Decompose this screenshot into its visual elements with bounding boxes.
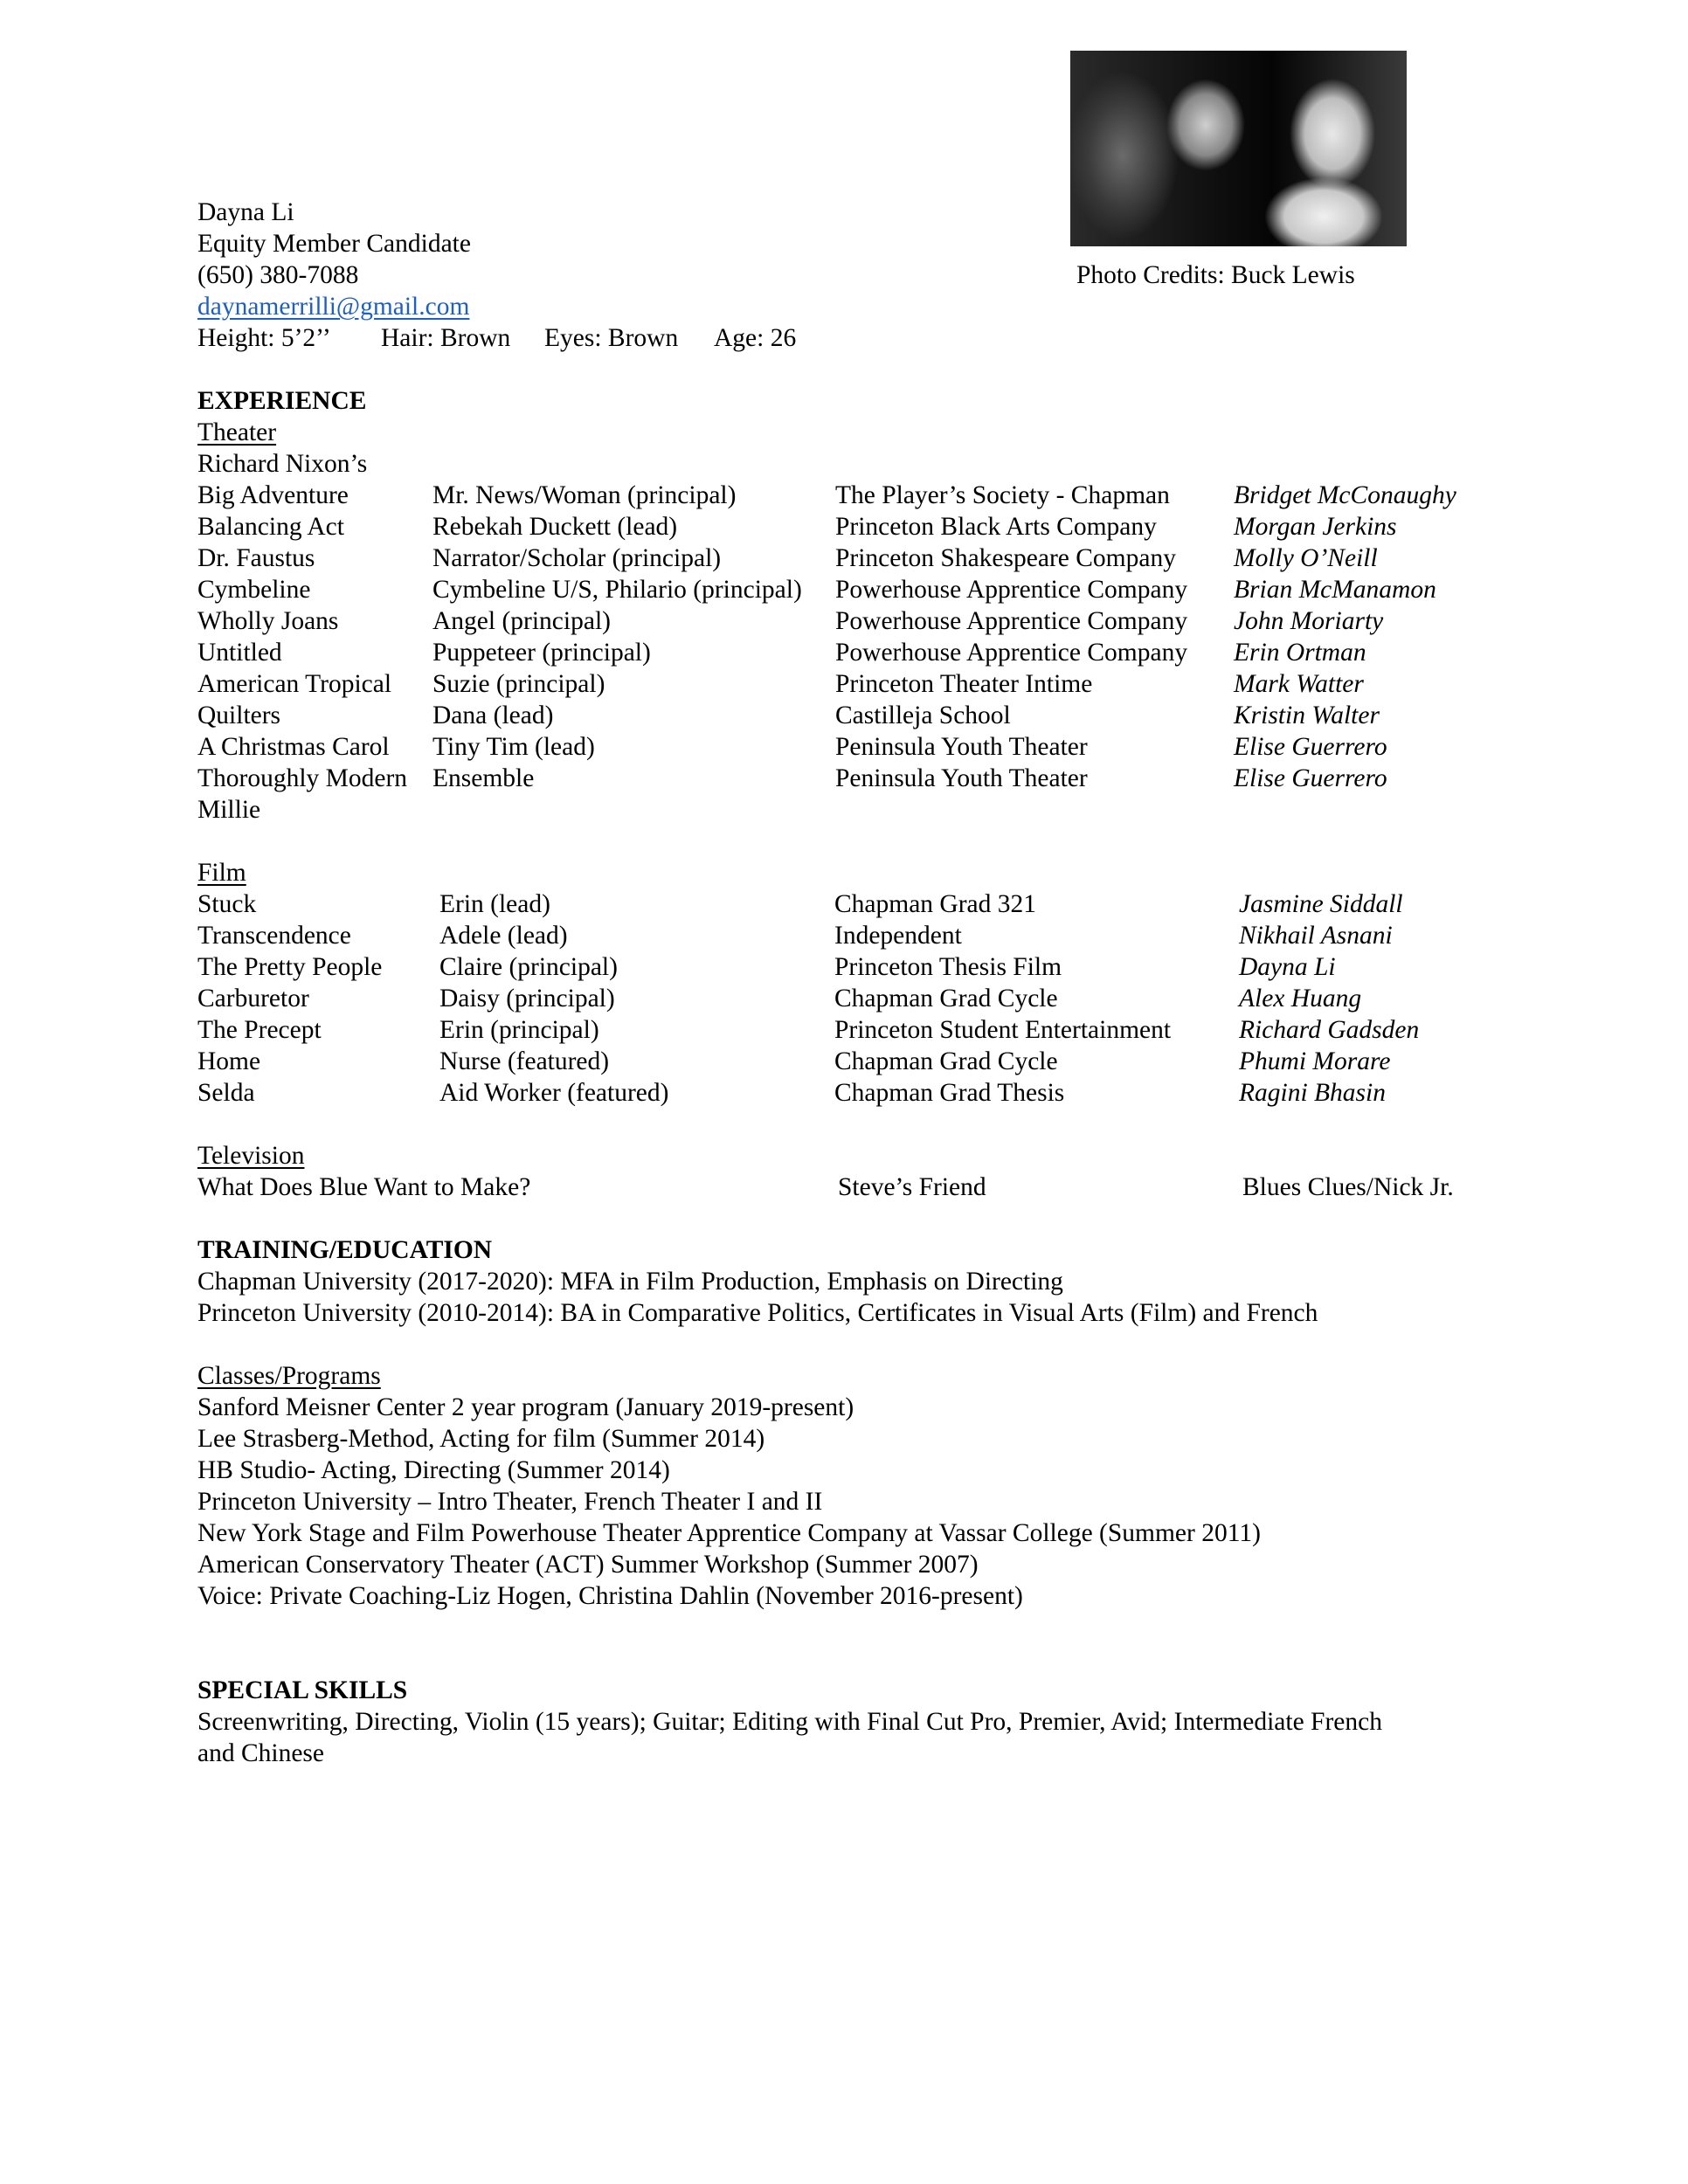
experience-heading: EXPERIENCE [197,387,367,415]
company: Peninsula Youth Theater [835,764,1088,792]
director: Erin Ortman [1234,639,1366,667]
table-row [0,920,1688,951]
role: Adele (lead) [439,922,568,950]
director: Ragini Bhasin [1239,1079,1386,1107]
role: Claire (principal) [439,953,618,981]
company: Castilleja School [835,702,1011,729]
list-item [0,1580,1688,1612]
production-title: Dr. Faustus [197,544,315,572]
role: Tiny Tim (lead) [432,733,595,761]
company: Princeton Student Entertainment [834,1016,1172,1044]
role: Narrator/Scholar (principal) [432,544,722,572]
stats-row [0,322,1688,354]
film-title: Home [197,1047,261,1075]
production-title: Untitled [197,639,282,667]
height: Height: 5’2’’ [197,324,331,352]
list-item [0,1392,1688,1423]
film-title: Selda [197,1079,255,1107]
name: Dayna Li [197,198,294,226]
film-title: Carburetor [197,985,309,1013]
list-item [0,1455,1688,1486]
table-row [0,511,1688,543]
film-title: The Precept [197,1016,322,1044]
table-row [0,480,1688,511]
director: John Moriarty [1234,607,1384,635]
director: Mark Watter [1234,670,1364,698]
director: Alex Huang [1239,985,1362,1013]
company: Powerhouse Apprentice Company [835,607,1188,635]
role: Erin (lead) [439,890,550,918]
tv-network: Blues Clues/Nick Jr. [1242,1173,1454,1201]
production-title: Thoroughly Modern [197,764,408,792]
table-row [0,543,1688,574]
email-link[interactable]: daynamerrilli@gmail.com [197,293,470,321]
education-item: Chapman University (2017-2020): MFA in Film Production, Emphasis on Directing [197,1268,1063,1296]
table-row [0,700,1688,731]
photo-credits: Photo Credits: Buck Lewis [1076,261,1355,289]
director: Richard Gadsden [1239,1016,1420,1044]
theater-table [0,448,1688,826]
resume [0,197,1688,1769]
director: Phumi Morare [1239,1047,1391,1075]
table-row [0,605,1688,637]
table-row-continued [0,794,1688,826]
class-item: HB Studio- Acting, Directing (Summer 2014) [197,1456,670,1484]
company: Princeton Shakespeare Company [835,544,1176,572]
company: Powerhouse Apprentice Company [835,639,1188,667]
hair: Hair: Brown [381,324,511,352]
title-prefix: Richard Nixon’s [197,450,368,478]
director: Jasmine Siddall [1239,890,1403,918]
production-title: Balancing Act [197,513,344,541]
title-continued: Millie [197,796,261,824]
age: Age: 26 [714,324,797,352]
director: Brian McManamon [1234,576,1436,604]
table-row [0,888,1688,920]
company: Chapman Grad Thesis [834,1079,1065,1107]
education-item: Princeton University (2010-2014): BA in Comparative Politics, Certificates in Visual Arts (Film) and French [197,1299,1318,1327]
production-title: Wholly Joans [197,607,339,635]
film-label: Film [197,859,246,887]
role: Suzie (principal) [432,670,605,698]
director: Elise Guerrero [1234,764,1387,792]
table-row [0,1171,1688,1203]
list-item [0,1549,1688,1580]
eyes: Eyes: Brown [544,324,679,352]
table-row [0,668,1688,700]
classes-list [0,1392,1688,1612]
company: Independent [834,922,962,950]
class-item: Princeton University – Intro Theater, French Theater I and II [197,1488,823,1516]
company: Powerhouse Apprentice Company [835,576,1188,604]
role: Aid Worker (featured) [439,1079,669,1107]
class-item: Voice: Private Coaching-Liz Hogen, Christina Dahlin (November 2016-present) [197,1582,1023,1610]
class-item: Lee Strasberg-Method, Acting for film (Summer 2014) [197,1425,765,1453]
role: Ensemble [432,764,535,792]
education-list [0,1266,1688,1329]
film-title: Transcendence [197,922,351,950]
theater-label: Theater [197,418,277,446]
production-title: Cymbeline [197,576,311,604]
director: Elise Guerrero [1234,733,1387,761]
role: Dana (lead) [432,702,554,729]
role: Daisy (principal) [439,985,615,1013]
company: Chapman Grad Cycle [834,985,1058,1013]
list-item [0,1297,1688,1329]
training-heading: TRAINING/EDUCATION [197,1236,493,1264]
director: Morgan Jerkins [1234,513,1397,541]
company: Peninsula Youth Theater [835,733,1088,761]
table-row [0,637,1688,668]
skills-heading: SPECIAL SKILLS [197,1676,408,1704]
class-item: New York Stage and Film Powerhouse Theater Apprentice Company at Vassar College (Summer 2011) [197,1519,1261,1547]
subtitle: Equity Member Candidate [197,230,471,258]
company: Princeton Thesis Film [834,953,1062,981]
production-title: Quilters [197,702,281,729]
role: Puppeteer (principal) [432,639,651,667]
role: Nurse (featured) [439,1047,610,1075]
television-label: Television [197,1142,305,1170]
table-row-prefix [0,448,1688,480]
company: Chapman Grad Cycle [834,1047,1058,1075]
phone: (650) 380-7088 [197,261,359,289]
role: Angel (principal) [432,607,611,635]
table-row [0,763,1688,794]
table-row [0,574,1688,605]
table-row [0,1046,1688,1077]
director: Bridget McConaughy [1234,481,1456,509]
table-row [0,983,1688,1014]
production-title: American Tropical [197,670,392,698]
company: Princeton Theater Intime [835,670,1093,698]
company: Chapman Grad 321 [834,890,1037,918]
film-title: Stuck [197,890,257,918]
role: Cymbeline U/S, Philario (principal) [432,576,802,604]
company: The Player’s Society - Chapman [835,481,1170,509]
list-item [0,1423,1688,1455]
film-table [0,888,1688,1109]
table-row [0,731,1688,763]
role: Rebekah Duckett (lead) [432,513,678,541]
list-item [0,1266,1688,1297]
tv-title: What Does Blue Want to Make? [197,1173,531,1201]
list-item [0,1517,1688,1549]
table-row [0,951,1688,983]
role: Mr. News/Woman (principal) [432,481,737,509]
production-title: Big Adventure [197,481,349,509]
director: Nikhail Asnani [1239,922,1393,950]
company: Princeton Black Arts Company [835,513,1157,541]
classes-label: Classes/Programs [197,1362,381,1390]
director: Kristin Walter [1234,702,1380,729]
tv-role: Steve’s Friend [838,1173,986,1201]
table-row [0,1077,1688,1109]
list-item [0,1486,1688,1517]
film-title: The Pretty People [197,953,383,981]
skills-line: and Chinese [197,1739,325,1767]
director: Dayna Li [1239,953,1336,981]
director: Molly O’Neill [1234,544,1378,572]
class-item: Sanford Meisner Center 2 year program (January 2019-present) [197,1393,854,1421]
role: Erin (principal) [439,1016,599,1044]
table-row [0,1014,1688,1046]
class-item: American Conservatory Theater (ACT) Summer Workshop (Summer 2007) [197,1551,979,1579]
skills-line: Screenwriting, Directing, Violin (15 years); Guitar; Editing with Final Cut Pro, Premier, Avid; Intermediate French [197,1708,1382,1736]
production-title: A Christmas Carol [197,733,390,761]
